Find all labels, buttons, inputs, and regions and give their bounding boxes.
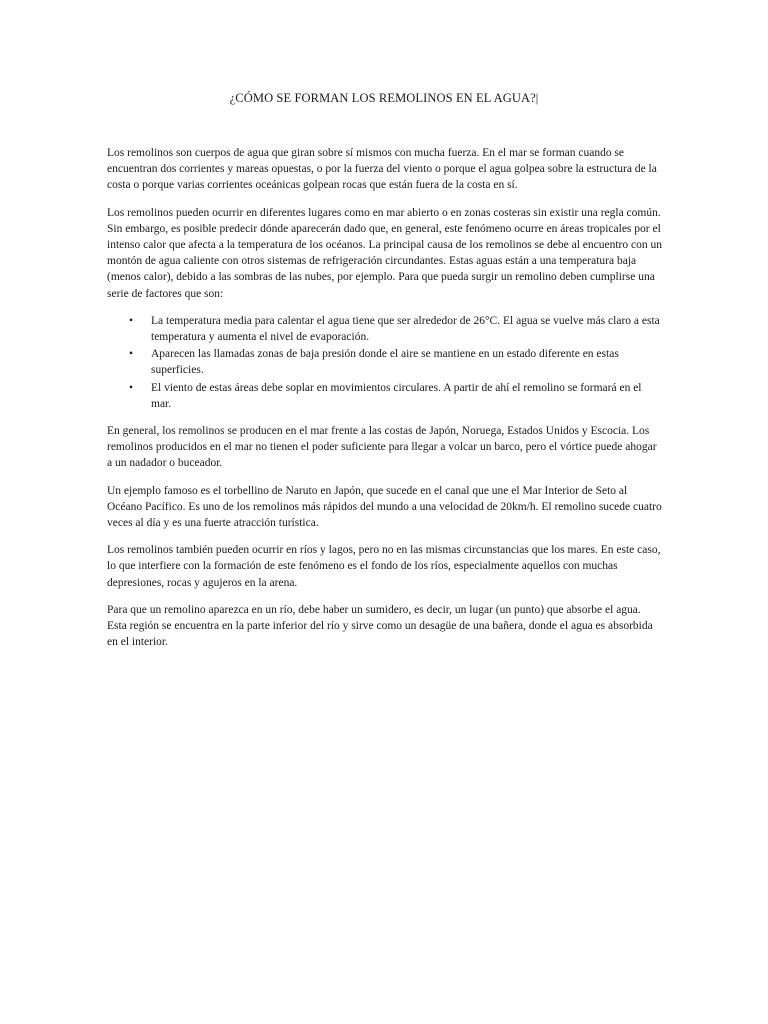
paragraph-locations: Los remolinos pueden ocurrir en diferentes lugares como en mar abierto o en zonas costeras sin existir una regla común. Sin embargo, es posible predecir dónde aparecerán dado que, en general, este fenómeno ocurre en áreas tropicales por el intenso calor que afecta a la temperatura de los océanos. La principal causa de los remolinos se debe al encuentro con un montón de agua caliente con otros sistemas de refrigeración circundantes. Estas aguas están a una temperatura baja (menos calor), debido a las sombras de las nubes, por ejemplo. Para que pueda surgir un remolino deben cumplirse una serie de factores que son:: [107, 206, 662, 300]
list-item-text: Aparecen las llamadas zonas de baja presión donde el aire se mantiene en un estado diferente en estas superficies.: [151, 348, 619, 377]
paragraph-naruto: Un ejemplo famoso es el torbellino de Naruto en Japón, que sucede en el canal que une el Mar Interior de Seto al Océano Pacífico. Es uno de los remolinos más rápidos del mundo a una velocidad de 20km/h. El remolino sucede cuatro veces al día y es una fuerte atracción turística.: [107, 484, 662, 530]
list-item-text: La temperatura media para calentar el agua tiene que ser alrededor de 26°C. El agua se vuelve más claro a esta temperatura y aumenta el nivel de evaporación.: [151, 314, 660, 344]
bullet-icon: •: [129, 381, 134, 394]
list-item: [107, 346, 663, 378]
paragraph-intro: Los remolinos son cuerpos de agua que giran sobre sí mismos con mucha fuerza. En el mar se forman cuando se encuentran dos corrientes y mareas opuestas, o por la fuerza del viento o porque el agua golpea sobre la estructura de la costa o porque varias corrientes oceánicas golpean rocas que están fuera de la costa en sí.: [107, 147, 657, 192]
paragraph-rivers: Los remolinos también pueden ocurrir en ríos y lagos, pero no en las mismas circunstancias que los mares. En este caso, lo que interfiere con la formación de este fenómeno es el fondo de los ríos, especialmente aquellos con muchas depresiones, rocas y agujeros en la arena.: [107, 544, 661, 589]
list-item-text: El viento de estas áreas debe soplar en movimientos circulares. A partir de ahí el remolino se formará en el mar.: [151, 381, 642, 410]
paragraph-sink: Para que un remolino aparezca en un río, debe haber un sumidero, es decir, un lugar (un punto) que absorbe el agua. Esta región se encuentra en la parte inferior del río y sirve como un desagüe de una bañera, donde el agua es absorbida en el interior.: [107, 603, 653, 649]
list-item: [107, 380, 663, 412]
bullet-icon: •: [129, 314, 134, 327]
document-body: [107, 145, 663, 661]
factors-list: [107, 313, 663, 412]
paragraph-regions: En general, los remolinos se producen en el mar frente a las costas de Japón, Noruega, Estados Unidos y Escocia. Los remolinos producidos en el mar no tienen el poder suficiente para llegar a volcar un barco, pero el vórtice puede ahogar a un nadador o buceador.: [107, 425, 657, 470]
bullet-icon: •: [129, 348, 134, 361]
document-title: ¿CÓMO SE FORMAN LOS REMOLINOS EN EL AGUA?|: [229, 91, 539, 105]
list-item: [107, 313, 663, 345]
